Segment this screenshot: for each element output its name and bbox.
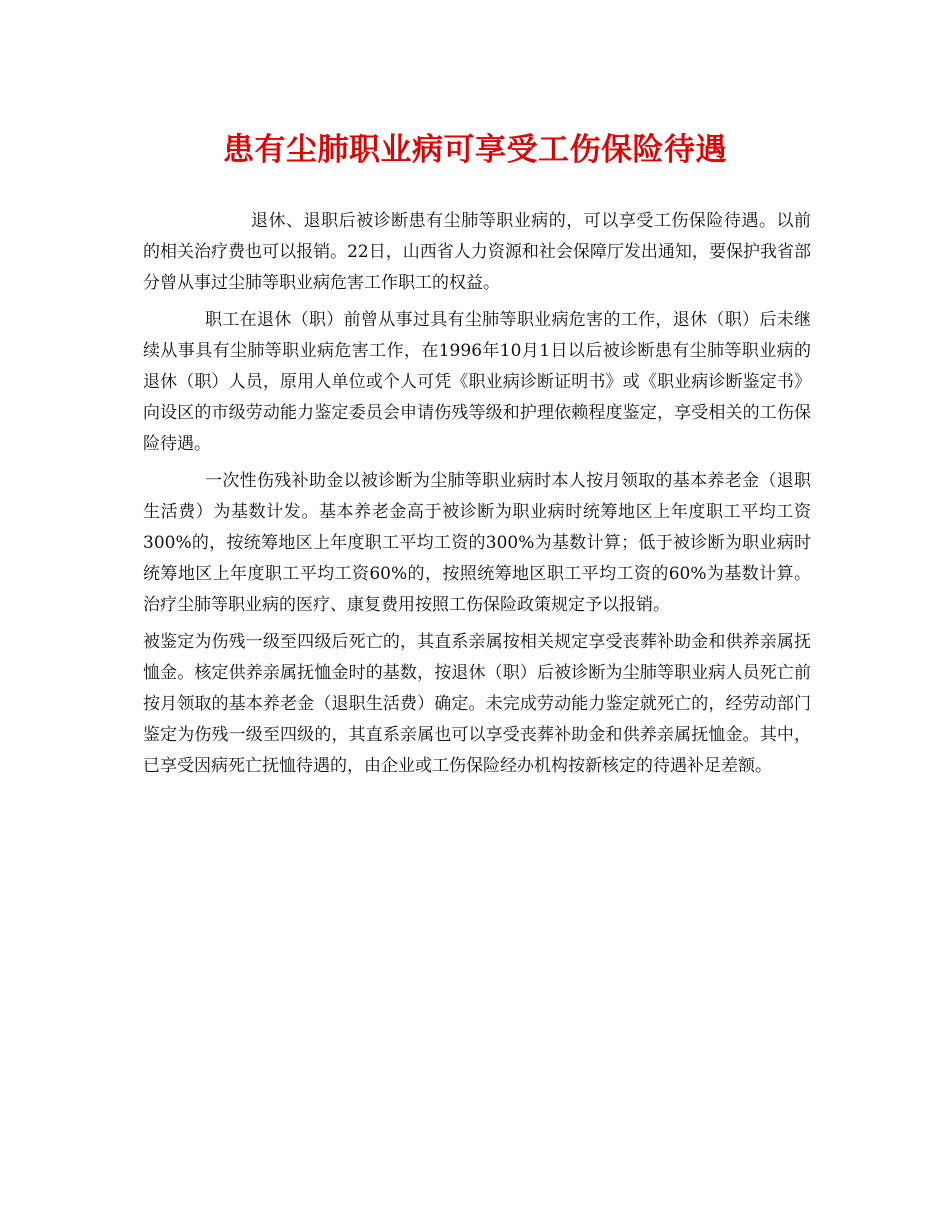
paragraph-2: 职工在退休（职）前曾从事过具有尘肺等职业病危害的工作，退休（职）后未继续从事具有尘肺等职业病危害工作，在1996年10月1日以后被诊断患有尘肺等职业病的退休（职）人员，原用人单位或个人可凭《职业病诊断证明书》或《职业病诊断鉴定书》向设区的市级劳动能力鉴定委员会申请伤残等级和护理依赖程度鉴定，享受相关的工伤保险待遇。 xyxy=(143,310,811,454)
paragraph-3: 一次性伤残补助金以被诊断为尘肺等职业病时本人按月领取的基本养老金（退职生活费）为基数计发。基本养老金高于被诊断为职业病时统筹地区上年度职工平均工资300%的，按统筹地区上年度职工平均工资的300%为基数计算；低于被诊断为职业病时统筹地区上年度职工平均工资60%的，按照统筹地区职工平均工资的60%为基数计算。治疗尘肺等职业病的医疗、康复费用按照工伤保险政策规定予以报销。 xyxy=(143,471,811,615)
paragraph-1: 退休、退职后被诊断患有尘肺等职业病的，可以享受工伤保险待遇。以前的相关治疗费也可以报销。22日，山西省人力资源和社会保障厅发出通知，要保护我省部分曾从事过尘肺等职业病危害工作职工的权益。 xyxy=(143,211,811,293)
paragraph-4: 被鉴定为伤残一级至四级后死亡的，其直系亲属按相关规定享受丧葬补助金和供养亲属抚恤金。核定供养亲属抚恤金时的基数，按退休（职）后被诊断为尘肺等职业病人员死亡前按月领取的基本养老金（退职生活费）确定。未完成劳动能力鉴定就死亡的，经劳动部门鉴定为伤残一级至四级的，其直系亲属也可以享受丧葬补助金和供养亲属抚恤金。其中，已享受因病死亡抚恤待遇的，由企业或工伤保险经办机构按新核定的待遇补足差额。 xyxy=(143,632,811,776)
document-title: 患有尘肺职业病可享受工伤保险待遇 xyxy=(223,132,727,168)
document-body xyxy=(143,206,811,788)
